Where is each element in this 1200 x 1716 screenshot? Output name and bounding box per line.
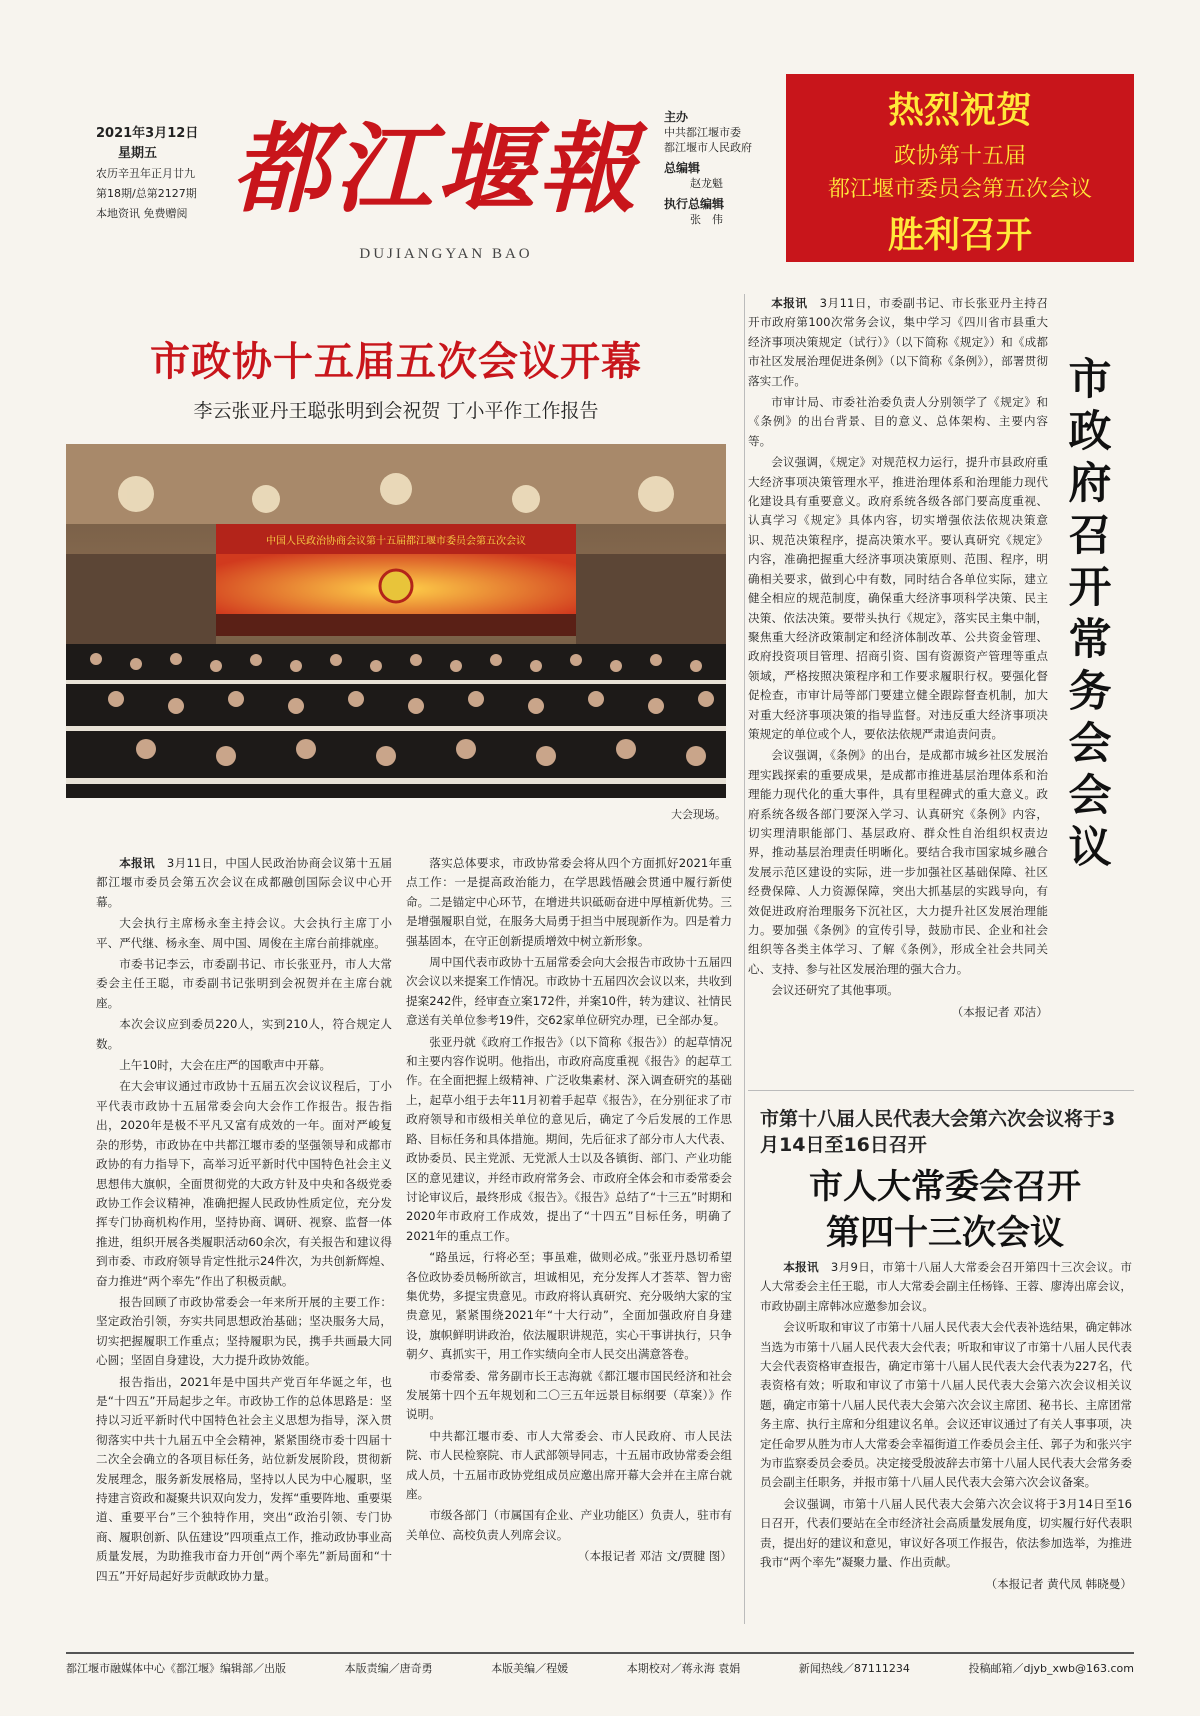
masthead-pinyin: DUJIANGYAN BAO <box>359 246 533 262</box>
footer-designer: 本版美编／程媛 <box>491 1662 569 1675</box>
footer-email: 投稿邮箱／djyb_xwb@163.com <box>968 1662 1134 1675</box>
date-lunar: 农历辛丑年正月廿九 <box>96 167 195 180</box>
column-divider <box>744 294 745 1624</box>
banner-line-1: 热烈祝贺 <box>887 89 1032 131</box>
masthead-title: 都江堰報 <box>231 112 640 227</box>
story3-byline: （本报记者 黄代凤 韩晓曼） <box>985 1576 1132 1591</box>
paragraph: 市级各部门（市属国有企业、产业功能区）负责人，驻市有关单位、高校负责人列席会议。 <box>406 1508 732 1542</box>
paragraph: 市委常委、常务副市长王志海就《都江堰市国民经济和社会发展第十四个五年规划和二〇三五年远景目标纲要（草案）》作说明。 <box>406 1368 732 1422</box>
date-weekday: 星期五 <box>118 146 158 161</box>
photo-caption: 大会现场。 <box>671 808 726 821</box>
paragraph: 在大会审议通过市政协十五届五次会议议程后，丁小平代表市政协十五届常委会向大会作工作报告。报告指出，2020年是极不平凡又富有成效的一年。面对严峻复杂的形势，市政协在中共都江堰市委的坚强领导和成都市政协的有力指导下，高举习近平新时代中国特色社会主义思想伟大旗帜，全面贯彻党的大政方针及中央和各级党委政协工作会议精神，准确把握人民政协性质定位，充分发挥专门协商机构作用，坚持协商、调研、视察、监督一体推进，组织开展各类履职活动60余次，有关报告和建议得到市委、市政府领导肯定性批示24件次，为共创新辉煌、奋力推进“两个率先”作出了积极贡献。 <box>96 1079 392 1288</box>
banner-line-4: 胜利召开 <box>887 214 1032 256</box>
paragraph: 会议强调，《条例》的出台，是成都市城乡社区发展治理实践探索的重要成果，是成都市推进基层治理体系和治理能力现代化的重大事件，具有里程碑式的重大意义。政府系统各级各部门要深入学习、认真研究《条例》内容，切实理清职能部门、基层政府、群众性自治组织权责边界，推动基层治理责任明晰化。要结合我市国家城乡融合发展示范区建设的实际，进一步加强社区基础保障、社区经费保障、人力资源保障，突出大抓基层的实践导向，有效促进政府治理服务下沉社区，大力提升社区发展治理能力。要加强《条例》的宣传引导，鼓励市民、企业和社会组织等各类主体学习、了解《条例》，形成全社会共同关心、支持、参与社区发展治理的强大合力。 <box>748 748 1048 976</box>
main-byline: （本报记者 邓洁 文/贾腱 图） <box>577 1549 732 1564</box>
banner-line-3: 都江堰市委员会第五次会议 <box>827 177 1092 202</box>
paragraph: 会议强调，《规定》对规范权力运行，提升市县政府重大经济事项决策管理水平，推进治理体系和治理能力现代化建设具有重要意义。政府系统各级各部门要高度重视、认真学习《规定》具体内容，切实增强依法依规决策意识、规范决策程序，提高决策水平。要认真研究《规定》内容，准确把握重大经济事项决策原则、范围、程序，明确相关要求，做到心中有数，同时结合各单位实际，建立健全相应的规范制度，确保重大经济事项科学决策、民主决策、依法决策。要带头执行《规定》，落实民主集中制，聚焦重大经济政策制定和经济体制改革、公共资金管理、政府投资项目管理、招商引资、国有资源资产管理等重点领域，严格按照决策程序和工作要求履职行权。要强化督促检查，市审计局等部门要建立健全跟踪督查机制，加大对重大经济事项决策的指导监督。对违反重大经济事项决策规定的单位或个人，要依法依规严肃追责问责。 <box>748 455 1048 741</box>
paragraph: 本报讯 3月11日，市委副书记、市长张亚丹主持召开市政府第100次常务会议，集中学习《四川省市县重大经济事项决策规定（试行）》（以下简称《规定》）和《成都市社区发展治理促进条例》（以下简称《条例》），部署贯彻落实工作。 <box>748 296 1048 388</box>
masthead <box>214 80 658 260</box>
paragraph: 中共都江堰市委、市人大常委会、市人民政府、市人民法院、市人民检察院、市人武部领导同志，十五届市政协常委会组成人员，十五届市政协党组成员应邀出席开幕大会并在主席台就座。 <box>406 1428 732 1501</box>
footer-proofreader: 本期校对／蒋永海 袁娟 <box>626 1662 741 1675</box>
paragraph: 报告指出，2021年是中国共产党百年华诞之年，也是“十四五”开局起步之年。市政协工作的总体思路是：坚持以习近平新时代中国特色社会主义思想为指导，深入贯彻落实中共十九届五中全会精神，紧紧围绕市委十四届十二次全会确立的各项目标任务，站位新发展阶段，贯彻新发展理念，服务新发展格局，坚持以人民为中心履职，坚持建言资政和凝聚共识双向发力，发挥“重要阵地、重要渠道、重要平台”三个独特作用，突出“政治引领、专门协商、履职创新、队伍建设”四项重点工作，推动政协事业高质量发展，为助推我市奋力开创“两个率先”新局面和“十四五”开好局起好步贡献政协力量。 <box>96 1374 392 1583</box>
story3-kicker: 市第十八届人民代表大会第六次会议将于3月14日至16日召开 <box>760 1108 1116 1156</box>
section-divider <box>748 1090 1134 1091</box>
paragraph: 周中国代表市政协十五届常委会向大会报告市政协十五届四次会议以来提案工作情况。市政协十五届四次会议以来，共收到提案242件，经审查立案172件，并案10件，转为建议、社情民意送有关单位参考19件，交62家单位研究办理，已全部办复。 <box>406 955 732 1028</box>
issue-number: 第18期/总第2127期 <box>96 187 197 200</box>
footer-editor: 本版责编／唐奇勇 <box>344 1662 433 1675</box>
editor-name: 赵龙魁 <box>690 177 723 190</box>
main-headline: 市政协十五届五次会议开幕 <box>150 338 642 385</box>
paragraph: 本报讯 3月11日，中国人民政治协商会议第十五届都江堰市委员会第五次会议在成都融创国际会议中心开幕。 <box>96 856 392 909</box>
conference-photo <box>66 444 726 798</box>
paragraph: 报告回顾了市政协常委会一年来所开展的主要工作：坚定政治引领，夯实共同思想政治基础；坚决服务大局，切实把握履职工作重点；坚持履职为民，携手共画最大同心圆；坚固自身建设，大力提升政协效能。 <box>96 1294 392 1368</box>
paragraph: 市审计局、市委社治委负责人分别领学了《规定》和《条例》的出台背景、目的意义、总体架构、主要内容等。 <box>748 395 1048 448</box>
paragraph: 本报讯 3月9日，市第十八届人大常委会召开第四十三次会议。市人大常委会主任王聪，市人大常委会副主任杨锋、王蓉、廖涛出席会议，市政协副主席韩冰应邀参加会议。 <box>760 1260 1132 1313</box>
photo-banner-text: 中国人民政治协商会议第十五届都江堰市委员会第五次会议 <box>266 536 526 547</box>
paragraph: 张亚丹就《政府工作报告》（以下简称《报告》）的起草情况和主要内容作说明。他指出，市政府高度重视《报告》的起草工作。在全面把握上级精神、广泛收集素材、深入调查研究的基础上，起草小组于去年11月初着手起草《报告》，在分别征求了市政府领导和市级相关单位的意见后，确定了今后发展的工作思路、目标任务和具体措施。期间，先后征求了部分市人大代表、政协委员、民主党派、无党派人士以及各镇街、部门、产业功能区的意见建议，并经市政府常务会、市政府全体会和市委常委会讨论审议后，最终形成《报告》。《报告》总结了“十三五”时期和2020年市政府工作成效，提出了“十四五”目标任务，明确了2021年的重点工作。 <box>406 1034 732 1243</box>
story3-headline-line-1: 市人大常委会召开 <box>809 1167 1081 1207</box>
date-block <box>96 124 216 224</box>
exec-editor-name: 张 伟 <box>690 213 723 226</box>
banner-line-2: 政协第十五届 <box>893 144 1026 169</box>
footer-hotline: 新闻热线／87111234 <box>798 1662 910 1675</box>
congratulation-banner <box>786 74 1134 262</box>
date-gregorian: 2021年3月12日 <box>96 126 199 141</box>
main-story-col-a <box>96 854 392 1588</box>
paragraph: 大会执行主席杨永奎主持会议。大会执行主席丁小平、严代继、杨永奎、周中国、周俊在主席台前排就座。 <box>96 916 392 950</box>
footer <box>66 1660 1134 1676</box>
paragraph: 会议听取和审议了市第十八届人民代表大会代表补选结果，确定韩冰当选为市第十八届人民代表大会代表；听取和审议了市第十八届人民代表大会代表资格审查报告，确定市第十八届人民代表大会代表为227名，代表资格有效；听取和审议了市第十八届人民代表大会第六次会议相关议题，确定市第十八届人民代表大会第六次会议主席团、秘书长、主席团常务主席、执行主席和分组建议名单。会议还审议通过了有关人事事项，决定任命罗从胜为市人大常委会幸福街道工作委员会主任、郭子为和张兴宇为市监察委员会委员。决定接受殷波辞去市第十八届人民代表大会常务委员会副主任职务，并报市第十八届人民代表大会第六次会议备案。 <box>760 1320 1132 1490</box>
paragraph: 上午10时，大会在庄严的国歌声中开幕。 <box>119 1058 332 1073</box>
sponsor-block <box>664 104 774 227</box>
host-2: 都江堰市人民政府 <box>664 141 752 154</box>
paragraph: 会议还研究了其他事项。 <box>771 983 899 998</box>
footer-rule <box>66 1652 1134 1654</box>
paragraph: “路虽远，行将必至；事虽难，做则必成。”张亚丹恳切希望各位政协委员畅所欲言，坦诚相见，充分发挥人才荟萃、智力密集优势，多提宝贵意见。市政府将认真研究、充分吸纳大家的宝贵意见，紧紧围绕2021年“十大行动”，全面加强政府自身建设，旗帜鲜明讲政治，依法履职讲规范，实心干事讲执行，只争朝夕、真抓实干，用工作实绩向全市人民交出满意答卷。 <box>406 1250 732 1362</box>
footer-publisher: 都江堰市融媒体中心《都江堰》编辑部／出版 <box>66 1662 286 1675</box>
main-subhead: 李云张亚丹王聪张明到会祝贺 丁小平作工作报告 <box>193 400 599 422</box>
story3-headline <box>760 1164 1130 1256</box>
story2-body <box>748 294 1048 1022</box>
host-label: 主办 <box>664 110 689 124</box>
paragraph: 落实总体要求，市政协常委会将从四个方面抓好2021年重点工作：一是提高政治能力，在学思践悟融会贯通中履行新使命。二是锚定中心环节，在增进共识砥砺奋进中厚植新优势。三是增强履职自觉，在服务大局勇于担当中展现新作为。四是着力强基固本，在守正创新提质增效中树立新形象。 <box>406 856 732 948</box>
paragraph: 会议强调，市第十八届人民代表大会第六次会议将于3月14日至16日召开，代表们要站在全市经济社会高质量发展角度，切实履行好代表职责，提出好的建议和意见，审议好各项工作报告，依法参加选举，为推进我市“两个率先”凝聚力量、作出贡献。 <box>760 1496 1132 1570</box>
story3-headline-line-2: 第四十三次会议 <box>826 1213 1064 1253</box>
paragraph: 市委书记李云，市委副书记、市长张亚丹，市人大常委会主任王聪，市委副书记张明到会祝贺并在主席台就座。 <box>96 957 392 1010</box>
main-story-col-b <box>406 854 732 1567</box>
free-notice: 本地资讯 免费赠阅 <box>96 207 188 220</box>
story2-vertical-title: 市政府召开常务会会议 <box>1068 355 1112 873</box>
story2-byline: （本报记者 邓洁） <box>951 1004 1048 1019</box>
paragraph: 本次会议应到委员220人，实到210人，符合规定人数。 <box>96 1017 392 1051</box>
story3-body <box>760 1258 1132 1594</box>
editor-label: 总编辑 <box>664 161 701 175</box>
exec-editor-label: 执行总编辑 <box>664 197 725 211</box>
host-1: 中共都江堰市委 <box>664 126 741 139</box>
